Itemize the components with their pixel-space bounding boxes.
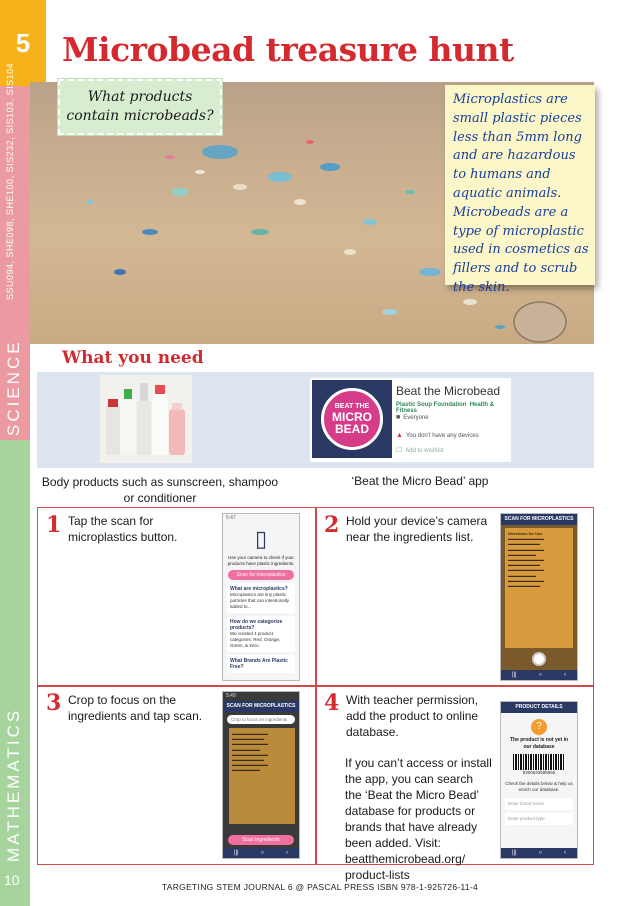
science-label: SCIENCE bbox=[4, 339, 23, 436]
nav-recent-icon[interactable]: ||| bbox=[233, 850, 239, 856]
barcode-image bbox=[513, 754, 565, 770]
product-details-header: PRODUCT DETAILS bbox=[501, 702, 577, 713]
directions-label: Directions for Use bbox=[508, 531, 543, 536]
wishlist-text: Add to wishlist bbox=[405, 448, 444, 454]
ingredients-text: Directions for Use ▬▬▬▬▬▬▬▬▬ ▬▬▬▬▬▬▬▬ ▬▬▬▬▬▬▬▬▬ ▬▬▬▬▬▬▬ ▬▬▬▬▬▬▬▬▬ ▬▬▬▬▬▬▬▬ ▬▬▬▬▬▬▬▬▬ ▬▬▬▬▬▬▬ ▬▬▬▬▬▬▬▬▬ ▬▬▬▬▬▬▬▬ bbox=[508, 531, 544, 589]
body-products-caption: Body products such as sunscreen, shampoo or conditioner bbox=[41, 475, 279, 505]
unit-number-tab: 5 bbox=[0, 0, 46, 86]
step-2-number: 2 bbox=[324, 512, 340, 538]
brand-name-field[interactable]: Enter brand name bbox=[505, 798, 573, 810]
info-card-2[interactable] bbox=[227, 616, 295, 652]
enrich-message: Check the details below & help us enrich our database. bbox=[505, 781, 573, 792]
question-icon: ? bbox=[531, 719, 547, 735]
scan-prompt: Use your camera to check if your products have plastic ingredients. bbox=[227, 555, 295, 566]
logo-line-2: MICRO bbox=[332, 410, 372, 424]
curriculum-codes: SSU094, SHE098, SHE100, SIS232, SIS103, SIS104 bbox=[5, 62, 15, 300]
footer-credit: TARGETING STEM JOURNAL 6 @ PASCAL PRESS ISBN 978-1-925726-11-4 bbox=[161, 882, 479, 892]
crop-view[interactable] bbox=[229, 728, 295, 824]
logo-line-1: BEAT THE bbox=[334, 403, 370, 410]
question-box: What products contain microbeads? bbox=[58, 79, 222, 135]
microplastics-note: Microplastics are small plastic pieces less than 5mm long and are hazardous to humans and aquatic animals. Microbeads are a type of microplastic used in cosmetics as fillers and to scrub the skin. bbox=[445, 85, 595, 285]
shutter-button[interactable] bbox=[532, 652, 546, 666]
not-in-database-message: The product is not yet in our database bbox=[509, 737, 569, 750]
wishlist-link[interactable] bbox=[396, 446, 444, 454]
app-name: Beat the Microbead bbox=[396, 384, 501, 398]
nav-back-icon[interactable]: ‹ bbox=[286, 850, 289, 856]
step-3-number: 3 bbox=[46, 690, 62, 716]
nav-home-icon[interactable]: ○ bbox=[260, 850, 265, 856]
app-developer bbox=[396, 402, 511, 414]
rating-text: Everyone bbox=[403, 415, 429, 421]
phone-screen-step-4 bbox=[500, 701, 578, 859]
step-1-number: 1 bbox=[46, 512, 62, 538]
phone-scan-icon: ▯ bbox=[254, 526, 268, 551]
mathematics-label: MATHEMATICS bbox=[4, 707, 23, 862]
nav-back-icon[interactable]: ‹ bbox=[564, 850, 567, 856]
app-rating bbox=[396, 414, 429, 421]
crop-hint: Crop to focus on ingredients bbox=[227, 715, 295, 724]
phone-screen-step-2 bbox=[500, 513, 578, 681]
nav-home-icon[interactable]: ○ bbox=[538, 672, 543, 678]
app-category[interactable]: Health & Fitness bbox=[396, 402, 495, 414]
android-nav-bar bbox=[223, 848, 299, 858]
logo-line-3: BEAD bbox=[334, 422, 369, 436]
product-type-field[interactable]: Enter product type bbox=[505, 813, 573, 825]
phone-screen-step-3 bbox=[222, 691, 300, 859]
grid-divider-horizontal bbox=[37, 685, 594, 687]
card2-title: How do we categorize products? bbox=[230, 619, 283, 631]
device-notice bbox=[396, 432, 479, 439]
camera-view bbox=[505, 528, 573, 648]
app-store-card[interactable] bbox=[310, 378, 511, 462]
app-caption: ‘Beat the Micro Bead’ app bbox=[351, 474, 489, 488]
nav-recent-icon[interactable]: ||| bbox=[511, 850, 517, 856]
nav-back-icon[interactable]: ‹ bbox=[564, 672, 567, 678]
nav-recent-icon[interactable]: ||| bbox=[511, 672, 517, 678]
step-4-number: 4 bbox=[324, 690, 340, 716]
device-notice-text: You don't have any devices bbox=[405, 433, 479, 439]
rating-icon: ■ bbox=[396, 414, 401, 421]
scan-header: SCAN FOR MICROPLASTICS bbox=[223, 701, 299, 712]
scan-header: SCAN FOR MICROPLASTICS bbox=[501, 514, 577, 525]
wishlist-icon: ☐ bbox=[396, 447, 403, 454]
app-logo bbox=[312, 380, 392, 458]
developer-name[interactable]: Plastic Soup Foundation bbox=[396, 402, 467, 408]
info-card-1[interactable] bbox=[227, 583, 295, 613]
page-number: 10 bbox=[4, 872, 20, 888]
status-bar: 5:47 bbox=[226, 515, 236, 521]
cropped-ingredients: ▬▬▬▬▬▬▬▬▬ ▬▬▬▬▬▬▬▬ ▬▬▬▬▬▬▬▬▬ ▬▬▬▬▬▬▬ ▬▬▬▬▬▬▬▬▬ ▬▬▬▬▬▬▬▬ ▬▬▬▬▬▬▬▬▬ ▬▬▬▬▬▬▬ bbox=[232, 731, 268, 773]
scan-ingredients-button[interactable]: Scan Ingredients bbox=[228, 835, 294, 845]
what-you-need-heading: What you need bbox=[62, 348, 204, 368]
card1-title: What are microplastics? bbox=[230, 586, 288, 592]
page-title: Microbead treasure hunt bbox=[62, 30, 514, 69]
step-3-text: Crop to focus on the ingredients and tap scan. bbox=[68, 693, 203, 723]
step-2-text: Hold your device’s camera near the ingredients list. bbox=[346, 514, 488, 544]
nav-home-icon[interactable]: ○ bbox=[538, 850, 543, 856]
card1-body: Microplastics are tiny plastic particles that can intentionally added to... bbox=[230, 592, 290, 609]
card2-body: We created 4 product categories: Red, Orange, Green, & Zero. bbox=[230, 631, 281, 648]
step-4-extra-text: If you can’t access or install the app, you can search the ‘Beat the Micro Bead’ database for products or brands that have already been added. Visit: beatthemicrobead.org/ product-lists bbox=[345, 756, 492, 882]
body-products-image bbox=[100, 375, 192, 463]
step-1-text: Tap the scan for microplastics button. bbox=[68, 514, 178, 544]
android-nav-bar bbox=[501, 848, 577, 858]
warning-icon: ▲ bbox=[396, 432, 403, 439]
android-nav-bar bbox=[501, 670, 577, 680]
barcode-number: 9300633596965 bbox=[522, 770, 556, 775]
card3-title: What Brands Are Plastic Free? bbox=[230, 658, 288, 670]
scan-for-microplastics-button[interactable]: Scan for microplastics bbox=[228, 570, 294, 580]
info-card-3[interactable] bbox=[227, 655, 295, 673]
phone-screen-step-1 bbox=[222, 513, 300, 681]
status-bar: 5:49 bbox=[226, 693, 236, 699]
step-4-text: With teacher permission, add the product to online database. bbox=[346, 693, 479, 739]
